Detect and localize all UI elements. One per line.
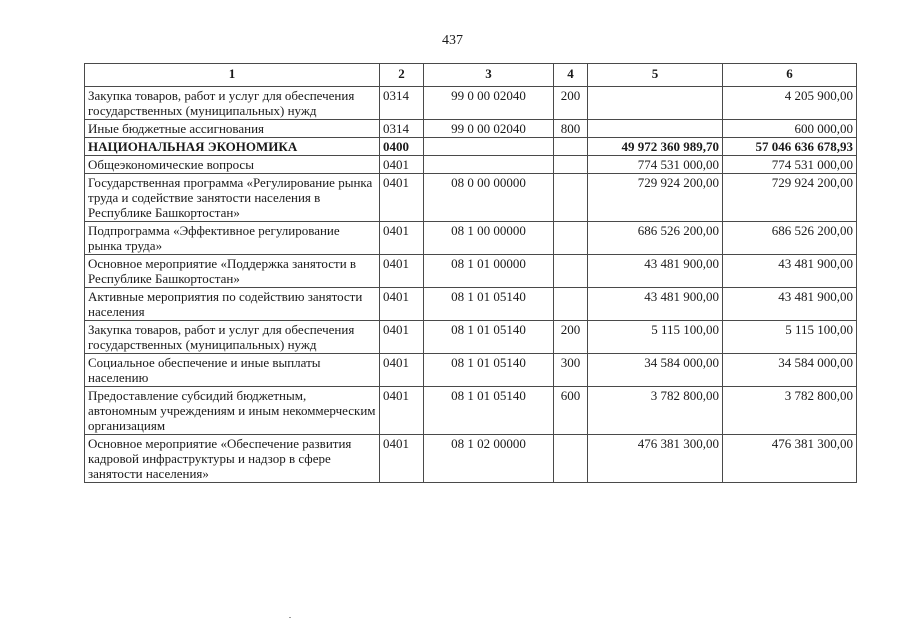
column-header-3: 3 <box>424 64 554 87</box>
cell-expense-type: 200 <box>554 87 588 120</box>
cell-name: Предоставление субсидий бюджетным, автономным учреждениям и иным некоммерческим организациям <box>85 387 380 435</box>
cell-amount-col5: 49 972 360 989,70 <box>588 138 723 156</box>
table-row <box>85 435 857 483</box>
cell-name: Иные бюджетные ассигнования <box>85 120 380 138</box>
column-header-4: 4 <box>554 64 588 87</box>
table-header-row <box>85 64 857 87</box>
cell-expense-type <box>554 138 588 156</box>
cell-section-code: 0401 <box>380 435 424 483</box>
cell-target-article: 08 1 00 00000 <box>424 222 554 255</box>
cell-name: Социальное обеспечение и иные выплаты населению <box>85 354 380 387</box>
cell-amount-col5: 729 924 200,00 <box>588 174 723 222</box>
cell-target-article: 08 1 01 05140 <box>424 354 554 387</box>
cell-target-article: 08 1 01 00000 <box>424 255 554 288</box>
cell-expense-type <box>554 156 588 174</box>
table-row <box>85 120 857 138</box>
cell-amount-col6: 43 481 900,00 <box>723 255 857 288</box>
cell-target-article: 08 0 00 00000 <box>424 174 554 222</box>
table-row <box>85 321 857 354</box>
cell-section-code: 0401 <box>380 321 424 354</box>
cell-amount-col6: 4 205 900,00 <box>723 87 857 120</box>
table-body <box>85 87 857 483</box>
cell-amount-col6: 729 924 200,00 <box>723 174 857 222</box>
cell-amount-col6: 600 000,00 <box>723 120 857 138</box>
cell-section-code: 0401 <box>380 255 424 288</box>
table-row <box>85 138 857 156</box>
cell-amount-col5: 43 481 900,00 <box>588 288 723 321</box>
cell-target-article <box>424 156 554 174</box>
cell-section-code: 0401 <box>380 288 424 321</box>
page-number: 437 <box>442 33 463 48</box>
cell-amount-col6: 34 584 000,00 <box>723 354 857 387</box>
cell-section-code: 0401 <box>380 156 424 174</box>
cell-amount-col6: 43 481 900,00 <box>723 288 857 321</box>
cell-name: Общеэкономические вопросы <box>85 156 380 174</box>
cell-name: Государственная программа «Регулирование рынка труда и содействие занятости населения в Республике Башкортостан» <box>85 174 380 222</box>
table-row <box>85 255 857 288</box>
cell-amount-col6: 3 782 800,00 <box>723 387 857 435</box>
cell-amount-col6: 5 115 100,00 <box>723 321 857 354</box>
cell-name: Подпрограмма «Эффективное регулирование рынка труда» <box>85 222 380 255</box>
cell-amount-col6: 476 381 300,00 <box>723 435 857 483</box>
cell-amount-col5: 3 782 800,00 <box>588 387 723 435</box>
cell-section-code: 0314 <box>380 87 424 120</box>
cell-amount-col6: 686 526 200,00 <box>723 222 857 255</box>
column-header-1: 1 <box>85 64 380 87</box>
cell-target-article: 99 0 00 02040 <box>424 87 554 120</box>
cell-target-article: 08 1 01 05140 <box>424 321 554 354</box>
cell-target-article: 08 1 02 00000 <box>424 435 554 483</box>
cell-amount-col5 <box>588 120 723 138</box>
cell-amount-col5: 34 584 000,00 <box>588 354 723 387</box>
cell-amount-col6: 774 531 000,00 <box>723 156 857 174</box>
cell-target-article: 99 0 00 02040 <box>424 120 554 138</box>
cell-expense-type: 600 <box>554 387 588 435</box>
table-row <box>85 156 857 174</box>
cell-expense-type <box>554 174 588 222</box>
table-row <box>85 174 857 222</box>
cell-expense-type: 200 <box>554 321 588 354</box>
table-row <box>85 87 857 120</box>
table-row <box>85 288 857 321</box>
cell-amount-col5: 5 115 100,00 <box>588 321 723 354</box>
table-row <box>85 222 857 255</box>
cell-expense-type: 300 <box>554 354 588 387</box>
cell-amount-col5 <box>588 87 723 120</box>
cell-section-code: 0400 <box>380 138 424 156</box>
budget-table <box>84 63 857 483</box>
cell-section-code: 0401 <box>380 354 424 387</box>
cell-expense-type: 800 <box>554 120 588 138</box>
cell-amount-col5: 476 381 300,00 <box>588 435 723 483</box>
cell-amount-col6: 57 046 636 678,93 <box>723 138 857 156</box>
cell-name: Активные мероприятия по содействию занятости населения <box>85 288 380 321</box>
cell-amount-col5: 774 531 000,00 <box>588 156 723 174</box>
cell-section-code: 0401 <box>380 174 424 222</box>
cell-expense-type <box>554 288 588 321</box>
cell-name: Основное мероприятие «Обеспечение развития кадровой инфраструктуры и надзор в сфере занятости населения» <box>85 435 380 483</box>
cell-expense-type <box>554 435 588 483</box>
cell-amount-col5: 43 481 900,00 <box>588 255 723 288</box>
cell-name: Закупка товаров, работ и услуг для обеспечения государственных (муниципальных) нужд <box>85 321 380 354</box>
cell-expense-type <box>554 222 588 255</box>
cell-target-article: 08 1 01 05140 <box>424 288 554 321</box>
cell-amount-col5: 686 526 200,00 <box>588 222 723 255</box>
cell-target-article <box>424 138 554 156</box>
stray-mark <box>289 617 291 618</box>
column-header-6: 6 <box>723 64 857 87</box>
table-row <box>85 354 857 387</box>
table-row <box>85 387 857 435</box>
column-header-2: 2 <box>380 64 424 87</box>
cell-target-article: 08 1 01 05140 <box>424 387 554 435</box>
cell-name: Основное мероприятие «Поддержка занятости в Республике Башкортостан» <box>85 255 380 288</box>
column-header-5: 5 <box>588 64 723 87</box>
cell-section-code: 0314 <box>380 120 424 138</box>
cell-section-code: 0401 <box>380 387 424 435</box>
cell-section-code: 0401 <box>380 222 424 255</box>
cell-name: НАЦИОНАЛЬНАЯ ЭКОНОМИКА <box>85 138 380 156</box>
cell-name: Закупка товаров, работ и услуг для обеспечения государственных (муниципальных) нужд <box>85 87 380 120</box>
cell-expense-type <box>554 255 588 288</box>
